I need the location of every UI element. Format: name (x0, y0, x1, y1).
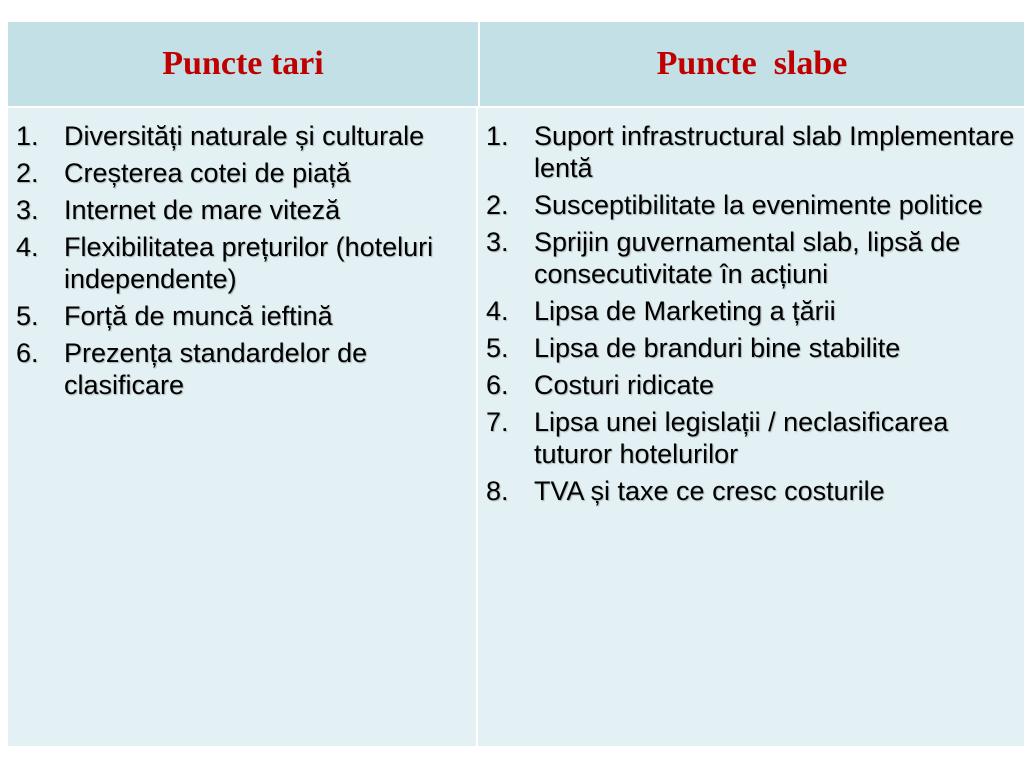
list-item-text: Lipsa unei legislații / neclasificarea tuturor hotelurilor (534, 407, 949, 469)
list-item-text: Costuri ridicate (534, 370, 715, 400)
strengths-list (8, 120, 476, 401)
weakness-item (478, 295, 1024, 327)
strengths-header-cell (8, 22, 480, 106)
list-item-number: 7. (486, 407, 509, 437)
weaknesses-header: Puncte slabe (656, 45, 848, 82)
strengths-header: Puncte tari (162, 45, 324, 82)
list-item-number: 8. (486, 476, 509, 506)
weakness-item (478, 475, 1024, 507)
strength-item (8, 120, 476, 152)
list-item-text: Susceptibilitate la evenimente politice (534, 190, 983, 220)
list-item-text: Suport infrastructural slab Implementare lentă (534, 121, 1015, 183)
weakness-item (478, 120, 1024, 184)
list-item-number: 1. (16, 121, 39, 151)
list-item-text: Forță de muncă ieftină (64, 301, 333, 331)
table-body-row (8, 106, 1024, 746)
weaknesses-list (478, 120, 1024, 507)
strengths-cell (8, 108, 478, 746)
strength-item (8, 337, 476, 401)
list-item-text: Diversități naturale și culturale (64, 121, 425, 151)
weakness-item (478, 226, 1024, 290)
list-item-number: 4. (16, 232, 39, 262)
weaknesses-cell (478, 108, 1024, 746)
list-item-number: 5. (486, 333, 509, 363)
weaknesses-header-cell (480, 22, 1024, 106)
list-item-number: 2. (16, 158, 39, 188)
list-item-number: 6. (486, 370, 509, 400)
list-item-text: Flexibilitatea prețurilor (hoteluri independente) (64, 232, 434, 294)
list-item-number: 6. (16, 338, 39, 368)
table-header-row (8, 22, 1024, 106)
list-item-number: 5. (16, 301, 39, 331)
strength-item (8, 300, 476, 332)
weakness-item (478, 406, 1024, 470)
list-item-text: Creșterea cotei de piață (64, 158, 351, 188)
list-item-text: Internet de mare viteză (64, 195, 341, 225)
weakness-item (478, 369, 1024, 401)
list-item-text: Prezența standardelor de clasificare (64, 338, 368, 400)
list-item-text: Lipsa de Marketing a țării (534, 296, 836, 326)
list-item-number: 2. (486, 190, 509, 220)
strength-item (8, 194, 476, 226)
list-item-number: 1. (486, 121, 509, 151)
list-item-number: 3. (16, 195, 39, 225)
weakness-item (478, 332, 1024, 364)
list-item-text: Lipsa de branduri bine stabilite (534, 333, 901, 363)
swot-table (8, 22, 1024, 746)
list-item-text: TVA și taxe ce cresc costurile (534, 476, 885, 506)
strength-item (8, 231, 476, 295)
list-item-number: 3. (486, 227, 509, 257)
list-item-number: 4. (486, 296, 509, 326)
strength-item (8, 157, 476, 189)
weakness-item (478, 189, 1024, 221)
list-item-text: Sprijin guvernamental slab, lipsă de consecutivitate în acțiuni (534, 227, 961, 289)
